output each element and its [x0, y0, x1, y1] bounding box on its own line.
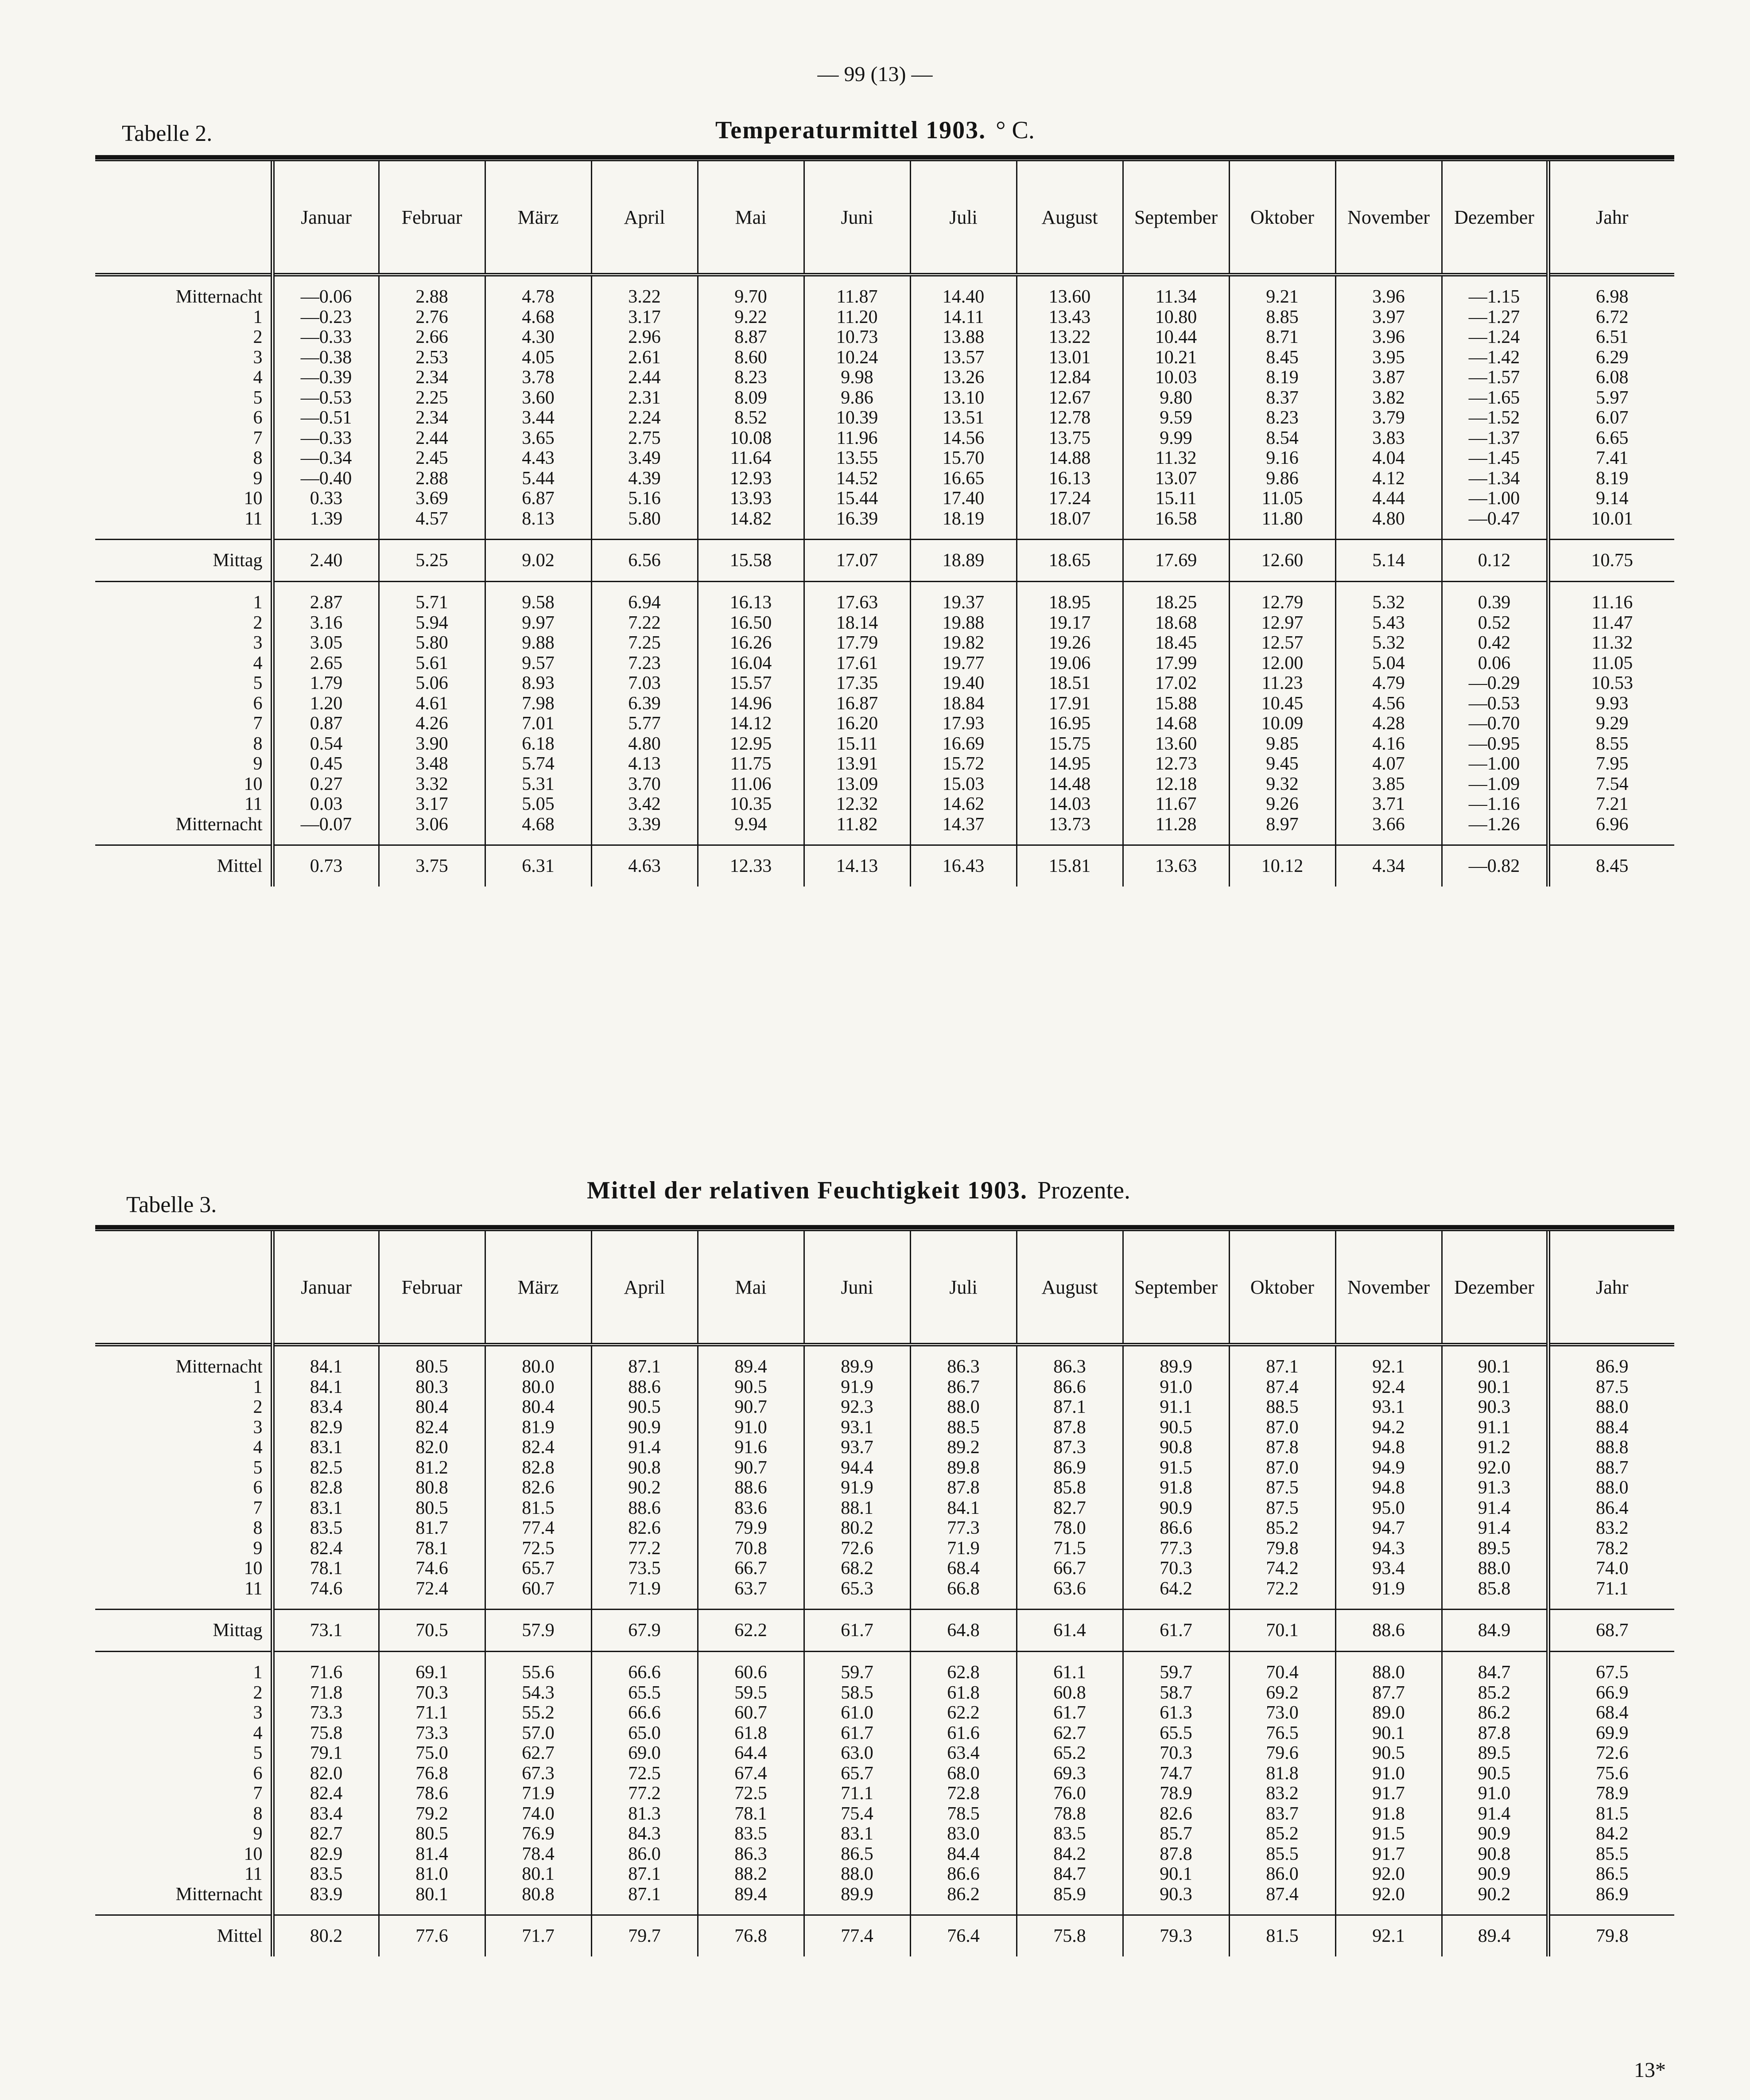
cell: 18.89	[910, 540, 1017, 582]
header-month: März	[485, 161, 591, 275]
cell-block: 13.60 13.43 13.22 13.01 12.84 12.67 12.78 13.75 14.88 16.13 17.24 18.07	[1017, 275, 1123, 540]
row-labels-afternoon: 1 2 3 4 5 6 7 8 9 10 11 Mitternacht	[175, 592, 263, 835]
cell: 88.6	[1335, 1610, 1442, 1652]
cell-block: 0.39 0.52 0.42 0.06 —0.29 —0.53 —0.70 —0.95 —1.00 —1.09 —1.16 —1.26	[1442, 582, 1548, 845]
cell: 10.12	[1229, 845, 1335, 887]
header-year: Jahr	[1548, 1231, 1674, 1345]
cell-block: 9.21 8.85 8.71 8.45 8.19 8.37 8.23 8.54 9.16 9.86 11.05 11.80	[1229, 275, 1335, 540]
cell: 79.7	[591, 1915, 698, 1957]
cell: 79.3	[1123, 1915, 1229, 1957]
cell: 61.7	[804, 1610, 910, 1652]
table-2-top-rule	[95, 155, 1674, 161]
cell-block: —0.06 —0.23 —0.33 —0.38 —0.39 —0.53 —0.51 —0.33 —0.34 —0.40 0.33 1.39	[272, 275, 379, 540]
cell: 61.4	[1017, 1610, 1123, 1652]
row-labels-morning: Mitternacht 1 2 3 4 5 6 7 8 9 10 11	[175, 1357, 263, 1599]
header-month: Dezember	[1442, 161, 1548, 275]
cell-block: 60.6 59.5 60.7 61.8 64.4 67.4 72.5 78.1 83.5 86.3 88.2 89.4	[698, 1652, 804, 1915]
cell: 9.02	[485, 540, 591, 582]
header-month: September	[1123, 1231, 1229, 1345]
cell: 62.2	[698, 1610, 804, 1652]
cell: 16.43	[910, 845, 1017, 887]
cell: 15.81	[1017, 845, 1123, 887]
cell: 76.8	[698, 1915, 804, 1957]
cell: 5.14	[1335, 540, 1442, 582]
header-month: Januar	[272, 1231, 379, 1345]
cell: 67.9	[591, 1610, 698, 1652]
cell: 4.34	[1335, 845, 1442, 887]
table-3-title-text: Mittel der relativen Feuchtigkeit 1903.	[587, 1177, 1028, 1204]
header-month: April	[591, 1231, 698, 1345]
cell: 57.9	[485, 1610, 591, 1652]
cell-block: 89.9 91.0 91.1 90.5 90.8 91.5 91.8 90.9 86.6 77.3 70.3 64.2	[1123, 1345, 1229, 1610]
table-3-title	[587, 1176, 1130, 1205]
header-corner	[95, 1231, 272, 1345]
cell-block: 18.25 18.68 18.45 17.99 17.02 15.88 14.68 13.60 12.73 12.18 11.67 11.28	[1123, 582, 1229, 845]
cell: 4.63	[591, 845, 698, 887]
table-2-label: Tabelle 2.	[122, 121, 213, 146]
row-labels-morning: Mitternacht 1 2 3 4 5 6 7 8 9 10 11	[175, 287, 263, 529]
header-year: Jahr	[1548, 161, 1674, 275]
cell-year: 10.75	[1548, 540, 1674, 582]
cell-block: 66.6 65.5 66.6 65.0 69.0 72.5 77.2 81.3 84.3 86.0 87.1 87.1	[591, 1652, 698, 1915]
cell-block: 5.32 5.43 5.32 5.04 4.79 4.56 4.28 4.16 4.07 3.85 3.71 3.66	[1335, 582, 1442, 845]
cell-block: —1.15 —1.27 —1.24 —1.42 —1.57 —1.65 —1.52 —1.37 —1.45 —1.34 —1.00 —0.47	[1442, 275, 1548, 540]
header-month: Mai	[698, 161, 804, 275]
header-month: November	[1335, 161, 1442, 275]
table-3-top-rule	[95, 1225, 1674, 1231]
cell-block: 3.96 3.97 3.96 3.95 3.87 3.82 3.79 3.83 4.04 4.12 4.44 4.80	[1335, 275, 1442, 540]
row-label-noon: Mittag	[95, 1610, 272, 1652]
header-month: Juni	[804, 161, 910, 275]
header-month: August	[1017, 1231, 1123, 1345]
header-month: Oktober	[1229, 161, 1335, 275]
table-2-grid	[95, 161, 1674, 887]
cell-block: 6.94 7.22 7.25 7.23 7.03 6.39 5.77 4.80 4.13 3.70 3.42 3.39	[591, 582, 698, 845]
table-2-title	[715, 116, 1035, 144]
cell-block: 59.7 58.5 61.0 61.7 63.0 65.7 71.1 75.4 83.1 86.5 88.0 89.9	[804, 1652, 910, 1915]
cell-block: 69.1 70.3 71.1 73.3 75.0 76.8 78.6 79.2 80.5 81.4 81.0 80.1	[379, 1652, 485, 1915]
header-month: März	[485, 1231, 591, 1345]
cell-block: 61.1 60.8 61.7 62.7 65.2 69.3 76.0 78.8 83.5 84.2 84.7 85.9	[1017, 1652, 1123, 1915]
cell: 64.8	[910, 1610, 1017, 1652]
cell-block: 87.1 88.6 90.5 90.9 91.4 90.8 90.2 88.6 82.6 77.2 73.5 71.9	[591, 1345, 698, 1610]
table-3	[95, 1225, 1674, 1956]
table-2-unit: ° C.	[996, 117, 1035, 144]
cell: 84.9	[1442, 1610, 1548, 1652]
cell-block: 71.6 71.8 73.3 75.8 79.1 82.0 82.4 83.4 82.7 82.9 83.5 83.9	[272, 1652, 379, 1915]
cell-block: 80.5 80.3 80.4 82.4 82.0 81.2 80.8 80.5 81.7 78.1 74.6 72.4	[379, 1345, 485, 1610]
cell-block: 9.58 9.97 9.88 9.57 8.93 7.98 7.01 6.18 5.74 5.31 5.05 4.68	[485, 582, 591, 845]
cell: 89.4	[1442, 1915, 1548, 1957]
cell: 70.5	[379, 1610, 485, 1652]
cell-block: 2.87 3.16 3.05 2.65 1.79 1.20 0.87 0.54 0.45 0.27 0.03 —0.07	[272, 582, 379, 845]
header-month: Januar	[272, 161, 379, 275]
table-row-afternoon	[95, 1652, 1674, 1915]
table-3-header-row	[95, 1231, 1674, 1345]
cell: 13.63	[1123, 845, 1229, 887]
table-2	[95, 155, 1674, 887]
cell-block: 9.70 9.22 8.87 8.60 8.23 8.09 8.52 10.08 11.64 12.93 13.93 14.82	[698, 275, 804, 540]
cell: 6.31	[485, 845, 591, 887]
cell: 5.25	[379, 540, 485, 582]
cell-year: 68.7	[1548, 1610, 1674, 1652]
row-label-mean: Mittel	[95, 845, 272, 887]
header-month: Juli	[910, 1231, 1017, 1345]
cell-block-year: 67.5 66.9 68.4 69.9 72.6 75.6 78.9 81.5 84.2 85.5 86.5 86.9	[1548, 1652, 1674, 1915]
cell-block-year: 86.9 87.5 88.0 88.4 88.8 88.7 88.0 86.4 83.2 78.2 74.0 71.1	[1548, 1345, 1674, 1610]
cell: 14.13	[804, 845, 910, 887]
cell-year: 79.8	[1548, 1915, 1674, 1957]
cell: 18.65	[1017, 540, 1123, 582]
cell-block: 84.1 84.1 83.4 82.9 83.1 82.5 82.8 83.1 83.5 82.4 78.1 74.6	[272, 1345, 379, 1610]
table-2-header-row	[95, 161, 1674, 275]
row-label-noon: Mittag	[95, 540, 272, 582]
cell: 70.1	[1229, 1610, 1335, 1652]
cell: 77.4	[804, 1915, 910, 1957]
cell-block: 55.6 54.3 55.2 57.0 62.7 67.3 71.9 74.0 76.9 78.4 80.1 80.8	[485, 1652, 591, 1915]
cell-block: 92.1 92.4 93.1 94.2 94.8 94.9 94.8 95.0 94.7 94.3 93.4 91.9	[1335, 1345, 1442, 1610]
page-number: — 99 (13) —	[817, 62, 933, 86]
cell-block: 62.8 61.8 62.2 61.6 63.4 68.0 72.8 78.5 83.0 84.4 86.6 86.2	[910, 1652, 1017, 1915]
cell: —0.82	[1442, 845, 1548, 887]
cell: 2.40	[272, 540, 379, 582]
cell: 75.8	[1017, 1915, 1123, 1957]
header-month: Juli	[910, 161, 1017, 275]
cell: 6.56	[591, 540, 698, 582]
header-month: November	[1335, 1231, 1442, 1345]
cell: 15.58	[698, 540, 804, 582]
table-3-label: Tabelle 3.	[126, 1192, 217, 1217]
header-month: Dezember	[1442, 1231, 1548, 1345]
cell-block: 90.1 90.1 90.3 91.1 91.2 92.0 91.3 91.4 91.4 89.5 88.0 85.8	[1442, 1345, 1548, 1610]
cell-block: 88.0 87.7 89.0 90.1 90.5 91.0 91.7 91.8 91.5 91.7 92.0 92.0	[1335, 1652, 1442, 1915]
cell: 12.33	[698, 845, 804, 887]
cell-block: 11.34 10.80 10.44 10.21 10.03 9.80 9.59 9.99 11.32 13.07 15.11 16.58	[1123, 275, 1229, 540]
cell-block: 2.88 2.76 2.66 2.53 2.34 2.25 2.34 2.44 2.45 2.88 3.69 4.57	[379, 275, 485, 540]
cell: 71.7	[485, 1915, 591, 1957]
cell: 61.7	[1123, 1610, 1229, 1652]
cell-block: 86.3 86.7 88.0 88.5 89.2 89.8 87.8 84.1 77.3 71.9 68.4 66.8	[910, 1345, 1017, 1610]
cell-year: 8.45	[1548, 845, 1674, 887]
header-month: April	[591, 161, 698, 275]
header-month: Oktober	[1229, 1231, 1335, 1345]
cell: 17.69	[1123, 540, 1229, 582]
cell-block: 11.87 11.20 10.73 10.24 9.98 9.86 10.39 11.96 13.55 14.52 15.44 16.39	[804, 275, 910, 540]
table-row-morning	[95, 1345, 1674, 1610]
cell: 0.12	[1442, 540, 1548, 582]
header-corner	[95, 161, 272, 275]
cell: 92.1	[1335, 1915, 1442, 1957]
table-3-unit: Prozente.	[1037, 1177, 1130, 1204]
table-3-grid	[95, 1231, 1674, 1956]
cell-block: 80.0 80.0 80.4 81.9 82.4 82.8 82.6 81.5 77.4 72.5 65.7 60.7	[485, 1345, 591, 1610]
cell-block: 4.78 4.68 4.30 4.05 3.78 3.60 3.44 3.65 4.43 5.44 6.87 8.13	[485, 275, 591, 540]
header-month: September	[1123, 161, 1229, 275]
cell-block: 89.4 90.5 90.7 91.0 91.6 90.7 88.6 83.6 79.9 70.8 66.7 63.7	[698, 1345, 804, 1610]
cell: 81.5	[1229, 1915, 1335, 1957]
cell-block: 12.79 12.97 12.57 12.00 11.23 10.45 10.09 9.85 9.45 9.32 9.26 8.97	[1229, 582, 1335, 845]
cell-block: 18.95 19.17 19.26 19.06 18.51 17.91 16.95 15.75 14.95 14.48 14.03 13.73	[1017, 582, 1123, 845]
table-row-morning	[95, 275, 1674, 540]
cell: 80.2	[272, 1915, 379, 1957]
cell-block: 84.7 85.2 86.2 87.8 89.5 90.5 91.0 91.4 90.9 90.8 90.9 90.2	[1442, 1652, 1548, 1915]
cell: 76.4	[910, 1915, 1017, 1957]
cell: 0.73	[272, 845, 379, 887]
table-row-noon	[95, 1610, 1674, 1652]
header-month: Februar	[379, 1231, 485, 1345]
header-month: Mai	[698, 1231, 804, 1345]
table-row-noon	[95, 540, 1674, 582]
cell-block: 87.1 87.4 88.5 87.0 87.8 87.0 87.5 87.5 85.2 79.8 74.2 72.2	[1229, 1345, 1335, 1610]
row-labels-afternoon: 1 2 3 4 5 6 7 8 9 10 11 Mitternacht	[175, 1662, 263, 1905]
table-row-mean	[95, 1915, 1674, 1957]
page-footer-mark: 13*	[1634, 2058, 1666, 2082]
cell: 3.75	[379, 845, 485, 887]
cell: 77.6	[379, 1915, 485, 1957]
row-label-mean: Mittel	[95, 1915, 272, 1957]
header-month: Juni	[804, 1231, 910, 1345]
cell-block: 5.71 5.94 5.80 5.61 5.06 4.61 4.26 3.90 3.48 3.32 3.17 3.06	[379, 582, 485, 845]
cell-block: 14.40 14.11 13.88 13.57 13.26 13.10 13.51 14.56 15.70 16.65 17.40 18.19	[910, 275, 1017, 540]
header-month: August	[1017, 161, 1123, 275]
cell-block-year: 6.98 6.72 6.51 6.29 6.08 5.97 6.07 6.65 7.41 8.19 9.14 10.01	[1548, 275, 1674, 540]
table-row-afternoon	[95, 582, 1674, 845]
cell: 73.1	[272, 1610, 379, 1652]
table-row-mean	[95, 845, 1674, 887]
cell: 17.07	[804, 540, 910, 582]
cell-block: 70.4 69.2 73.0 76.5 79.6 81.8 83.2 83.7 85.2 85.5 86.0 87.4	[1229, 1652, 1335, 1915]
cell-block: 3.22 3.17 2.96 2.61 2.44 2.31 2.24 2.75 3.49 4.39 5.16 5.80	[591, 275, 698, 540]
cell-block: 59.7 58.7 61.3 65.5 70.3 74.7 78.9 82.6 85.7 87.8 90.1 90.3	[1123, 1652, 1229, 1915]
cell-block: 19.37 19.88 19.82 19.77 19.40 18.84 17.93 16.69 15.72 15.03 14.62 14.37	[910, 582, 1017, 845]
cell: 12.60	[1229, 540, 1335, 582]
cell-block: 89.9 91.9 92.3 93.1 93.7 94.4 91.9 88.1 80.2 72.6 68.2 65.3	[804, 1345, 910, 1610]
cell-block-year: 11.16 11.47 11.32 11.05 10.53 9.93 9.29 8.55 7.95 7.54 7.21 6.96	[1548, 582, 1674, 845]
table-2-title-text: Temperaturmittel 1903.	[715, 117, 986, 144]
header-month: Februar	[379, 161, 485, 275]
cell-block: 17.63 18.14 17.79 17.61 17.35 16.87 16.20 15.11 13.91 13.09 12.32 11.82	[804, 582, 910, 845]
cell-block: 86.3 86.6 87.1 87.8 87.3 86.9 85.8 82.7 78.0 71.5 66.7 63.6	[1017, 1345, 1123, 1610]
cell-block: 16.13 16.50 16.26 16.04 15.57 14.96 14.12 12.95 11.75 11.06 10.35 9.94	[698, 582, 804, 845]
